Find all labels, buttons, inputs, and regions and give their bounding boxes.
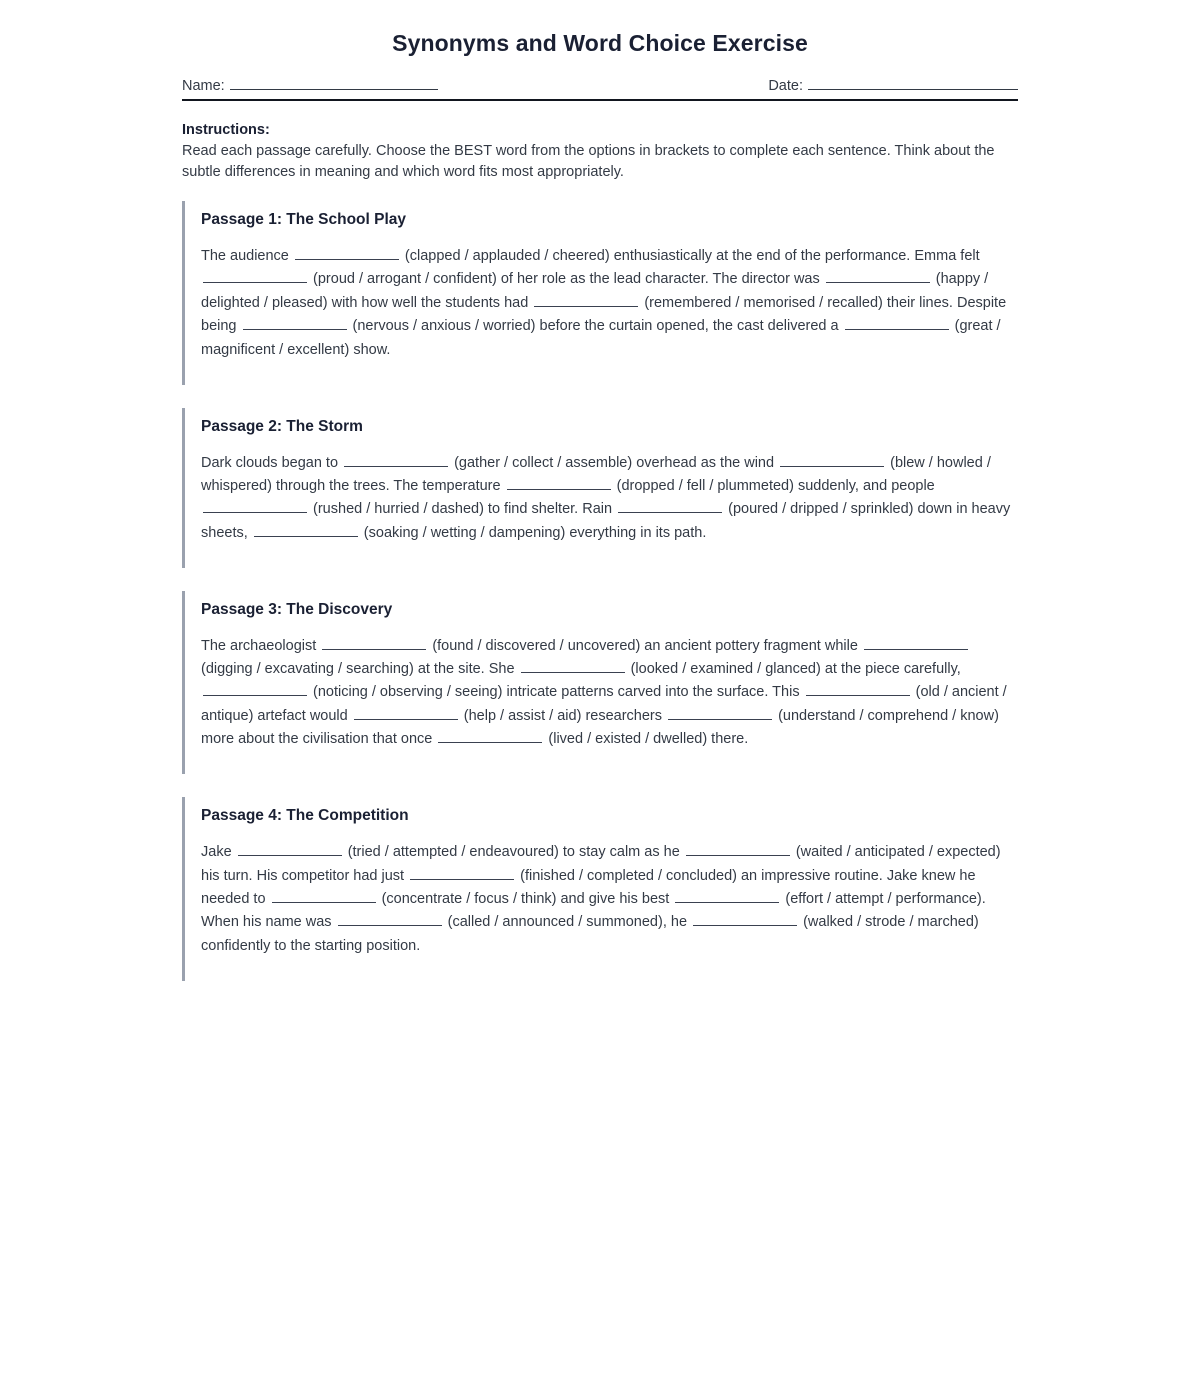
answer-blank[interactable] bbox=[410, 867, 514, 880]
passage-block bbox=[182, 591, 1018, 775]
header-divider bbox=[182, 99, 1018, 101]
answer-blank[interactable] bbox=[203, 500, 307, 513]
passage-title: Passage 4: The Competition bbox=[201, 807, 409, 825]
answer-blank[interactable] bbox=[826, 270, 930, 283]
passage-text-run: (help / assist / aid) researchers bbox=[459, 707, 667, 724]
passage-text-run: (found / discovered / uncovered) an ancient pottery fragment while bbox=[428, 637, 862, 654]
date-label: Date: bbox=[768, 78, 803, 94]
instructions-text: Read each passage carefully. Choose the BEST word from the options in brackets to complete each sentence. Think about the subtle differences in meaning and which word fits most appropriately. bbox=[182, 143, 995, 180]
passage-text-run: (finished / completed / concluded) an impressive routine. Jake knew he needed to bbox=[201, 867, 976, 907]
passage-text-run: (great / magnificent / excellent) show. bbox=[201, 318, 1001, 358]
answer-blank[interactable] bbox=[243, 317, 347, 330]
student-meta-row bbox=[182, 76, 1018, 94]
passage-list bbox=[182, 201, 1018, 981]
passage-block bbox=[182, 408, 1018, 568]
answer-blank[interactable] bbox=[322, 637, 426, 650]
answer-blank[interactable] bbox=[675, 890, 779, 903]
answer-blank[interactable] bbox=[354, 707, 458, 720]
answer-blank[interactable] bbox=[686, 843, 790, 856]
passage-text-run: The archaeologist bbox=[201, 637, 321, 654]
answer-blank[interactable] bbox=[864, 637, 968, 650]
passage-text-run: (remembered / memorised / recalled) their lines. Despite being bbox=[201, 294, 1007, 335]
passage-text-run: (rushed / hurried / dashed) to find shelter. Rain bbox=[309, 501, 617, 518]
answer-blank[interactable] bbox=[344, 454, 448, 467]
passage-text-run: (old / ancient / antique) artefact would bbox=[201, 684, 1007, 724]
passage-text-run: Jake bbox=[201, 844, 236, 861]
passage-text-run: The audience bbox=[201, 248, 293, 264]
answer-blank[interactable] bbox=[668, 707, 772, 720]
passage-text bbox=[201, 452, 1018, 546]
name-input-line[interactable] bbox=[230, 76, 438, 90]
answer-blank[interactable] bbox=[806, 683, 910, 696]
answer-blank[interactable] bbox=[203, 683, 307, 696]
passage-text-run: (poured / dripped / sprinkled) down in heavy sheets, bbox=[201, 501, 1011, 541]
page-title: Synonyms and Word Choice Exercise bbox=[392, 30, 808, 56]
passage-text-run: (clapped / applauded / cheered) enthusiastically at the end of the performance. Emma felt bbox=[400, 248, 980, 264]
passage-title: Passage 3: The Discovery bbox=[201, 600, 393, 618]
answer-blank[interactable] bbox=[521, 660, 625, 673]
passage-text-run: (tried / attempted / endeavoured) to stay calm as he bbox=[343, 844, 684, 861]
passage-text-run: (lived / existed / dwelled) there. bbox=[544, 731, 749, 748]
passage-block bbox=[182, 797, 1018, 981]
passage-text bbox=[201, 841, 1018, 958]
answer-blank[interactable] bbox=[203, 270, 307, 283]
answer-blank[interactable] bbox=[438, 730, 542, 743]
passage-text-run: Dark clouds began to bbox=[201, 454, 343, 471]
answer-blank[interactable] bbox=[618, 500, 722, 513]
name-field-group bbox=[182, 76, 438, 94]
answer-blank[interactable] bbox=[238, 843, 342, 856]
passage-text bbox=[201, 245, 1018, 362]
answer-blank[interactable] bbox=[693, 913, 797, 926]
passage-text-run: (understand / comprehend / know) more about the civilisation that once bbox=[201, 707, 999, 748]
date-field-group bbox=[768, 76, 1018, 94]
passage-text-run: (waited / anticipated / expected) his turn. His competitor had just bbox=[201, 844, 1001, 884]
passage-text-run: (dropped / fell / plummeted) suddenly, and people bbox=[612, 477, 935, 494]
passage-text-run: (digging / excavating / searching) at the site. She bbox=[201, 661, 519, 678]
date-input-line[interactable] bbox=[808, 76, 1018, 90]
answer-blank[interactable] bbox=[254, 524, 358, 537]
answer-blank[interactable] bbox=[534, 294, 638, 307]
answer-blank[interactable] bbox=[507, 477, 611, 490]
passage-text-run: (nervous / anxious / worried) before the curtain opened, the cast delivered a bbox=[348, 318, 843, 335]
passage-title: Passage 2: The Storm bbox=[201, 417, 363, 435]
passage-text-run: (walked / strode / marched) confidently to the starting position. bbox=[201, 914, 979, 954]
passage-text-run: (concentrate / focus / think) and give his best bbox=[377, 891, 674, 907]
name-label: Name: bbox=[182, 78, 225, 94]
passage-text-run: (called / announced / summoned), he bbox=[443, 914, 692, 931]
passage-text-run: (proud / arrogant / confident) of her role as the lead character. The director was bbox=[309, 271, 824, 288]
passage-text-run: (blew / howled / whispered) through the trees. The temperature bbox=[201, 454, 991, 494]
answer-blank[interactable] bbox=[338, 913, 442, 926]
passage-text-run: (noticing / observing / seeing) intricate patterns carved into the surface. This bbox=[309, 684, 804, 701]
passage-block bbox=[182, 201, 1018, 385]
passage-text-run: (gather / collect / assemble) overhead as the wind bbox=[450, 454, 779, 471]
passage-text-run: (happy / delighted / pleased) with how well the students had bbox=[201, 271, 989, 311]
answer-blank[interactable] bbox=[780, 454, 884, 467]
answer-blank[interactable] bbox=[272, 890, 376, 903]
passage-text-run: (effort / attempt / performance). When his name was bbox=[201, 891, 986, 931]
passage-text-run: (soaking / wetting / dampening) everything in its path. bbox=[359, 524, 707, 541]
passage-text bbox=[201, 635, 1018, 752]
passage-title: Passage 1: The School Play bbox=[201, 211, 407, 228]
passage-text-run: (looked / examined / glanced) at the piece carefully, bbox=[626, 661, 961, 678]
instructions-label: Instructions: bbox=[182, 122, 270, 138]
answer-blank[interactable] bbox=[295, 247, 399, 260]
instructions-block bbox=[182, 120, 1018, 183]
answer-blank[interactable] bbox=[845, 317, 949, 330]
